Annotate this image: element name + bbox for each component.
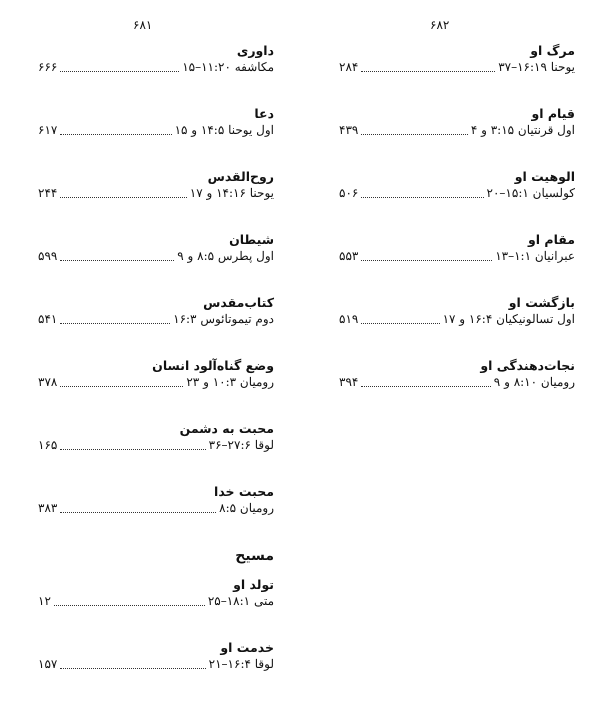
index-entry (38, 483, 274, 517)
dot-leader (60, 512, 216, 513)
page-number: ۵۱۹ (339, 312, 359, 326)
entry-heading: مرگ او (530, 43, 575, 58)
dot-leader (60, 197, 186, 198)
scripture-reference: دوم تیموتائوس ۱۶:۳ (173, 312, 274, 326)
scripture-reference: یوحنا ۱۶:۱۹–۳۷ (498, 60, 575, 74)
scripture-reference: رومیان ۱۰:۳ و ۲۳ (186, 375, 274, 389)
entry-line (38, 59, 274, 76)
page-number: ۵۴۱ (38, 312, 58, 326)
entry-line (339, 185, 575, 202)
entry-line (38, 437, 274, 454)
index-entry (339, 357, 575, 391)
entry-line (38, 248, 274, 265)
scripture-reference: اول قرنتیان ۳:۱۵ و ۴ (470, 123, 575, 137)
page-number-left: ۶۸۱ (133, 18, 153, 32)
scripture-reference: لوقا ۲۷:۶–۳۶ (208, 438, 274, 452)
entry-heading: قیام او (531, 106, 575, 121)
scripture-reference: رومیان ۸:۱۰ و ۹ (493, 375, 575, 389)
dot-leader (361, 134, 467, 135)
entry-line (339, 311, 575, 328)
page-number: ۱۲ (38, 594, 51, 608)
page-number: ۲۸۴ (339, 60, 359, 74)
dot-leader (60, 134, 171, 135)
section-title: مسیح (235, 548, 274, 564)
scripture-reference: اول یوحنا ۱۴:۵ و ۱۵ (174, 123, 274, 137)
scripture-reference: لوقا ۱۶:۴–۲۱ (208, 657, 274, 671)
entry-line (38, 374, 274, 391)
page-number: ۳۸۳ (38, 501, 58, 515)
index-entry (38, 357, 274, 391)
entry-line (339, 59, 575, 76)
index-entry (38, 576, 274, 610)
dot-leader (361, 386, 490, 387)
scripture-reference: کولسیان ۱۵:۱–۲۰ (486, 186, 575, 200)
page-number: ۳۹۴ (339, 375, 359, 389)
page-number: ۵۹۹ (38, 249, 58, 263)
entry-line (339, 122, 575, 139)
dot-leader (60, 260, 174, 261)
index-entry (38, 105, 274, 139)
index-entry (38, 231, 274, 265)
page-number: ۲۴۴ (38, 186, 58, 200)
index-entry (339, 231, 575, 265)
entry-heading: کتاب‌مقدس (203, 295, 274, 310)
entry-heading: شیطان (229, 232, 274, 247)
entry-line (38, 185, 274, 202)
page-number: ۳۷۸ (38, 375, 58, 389)
dot-leader (361, 323, 439, 324)
page-number: ۶۶۶ (38, 60, 58, 74)
index-entry (38, 420, 274, 454)
entry-heading: داوری (236, 43, 274, 58)
dot-leader (54, 605, 205, 606)
index-entry (339, 42, 575, 76)
index-entry (38, 294, 274, 328)
page-number: ۵۰۶ (339, 186, 359, 200)
entry-heading: دعا (254, 106, 274, 121)
scripture-reference: متی ۱۸:۱–۲۵ (207, 594, 274, 608)
page-number: ۶۱۷ (38, 123, 58, 137)
index-column-right (339, 42, 575, 420)
scripture-reference: اول پطرس ۸:۵ و ۹ (177, 249, 274, 263)
entry-heading: وضع گناه‌آلود انسان (152, 358, 274, 373)
entry-line (38, 593, 274, 610)
page-number: ۱۵۷ (38, 657, 58, 671)
entry-heading: مقام او (528, 232, 575, 247)
dot-leader (60, 668, 205, 669)
scripture-reference: رومیان ۸:۵ (219, 501, 274, 515)
dot-leader (60, 386, 183, 387)
entry-heading: تولد او (233, 577, 274, 592)
entry-heading: محبت خدا (214, 484, 274, 499)
entry-heading: بازگشت او (508, 295, 575, 310)
entry-line (38, 500, 274, 517)
entry-line (339, 374, 575, 391)
entry-heading: محبت به دشمن (179, 421, 274, 436)
entry-heading: خدمت او (220, 640, 274, 655)
entry-line (38, 656, 274, 673)
dot-leader (361, 71, 495, 72)
dot-leader (361, 260, 492, 261)
entry-line (38, 122, 274, 139)
entry-line (339, 248, 575, 265)
index-entry (38, 42, 274, 76)
entry-heading: الوهیت او (514, 169, 575, 184)
page-number: ۱۶۵ (38, 438, 58, 452)
page-number-right: ۶۸۲ (430, 18, 450, 32)
index-column-left (38, 42, 274, 702)
entry-heading: روح‌القدس (207, 169, 274, 184)
dot-leader (60, 71, 179, 72)
index-entry (38, 639, 274, 673)
dot-leader (60, 449, 205, 450)
index-entry (339, 294, 575, 328)
page-number: ۴۳۹ (339, 123, 359, 137)
scripture-reference: عبرانیان ۱:۱–۱۳ (495, 249, 575, 263)
page-number: ۵۵۳ (339, 249, 359, 263)
index-entry (339, 105, 575, 139)
index-entry (339, 168, 575, 202)
entry-line (38, 311, 274, 328)
scripture-reference: اول تسالونیکیان ۱۶:۴ و ۱۷ (442, 312, 575, 326)
scripture-reference: یوحنا ۱۴:۱۶ و ۱۷ (189, 186, 274, 200)
index-entry (38, 168, 274, 202)
scripture-reference: مکاشفه ۱۱:۲۰–۱۵ (182, 60, 274, 74)
dot-leader (361, 197, 483, 198)
dot-leader (60, 323, 170, 324)
entry-heading: نجات‌دهندگی او (480, 358, 575, 373)
